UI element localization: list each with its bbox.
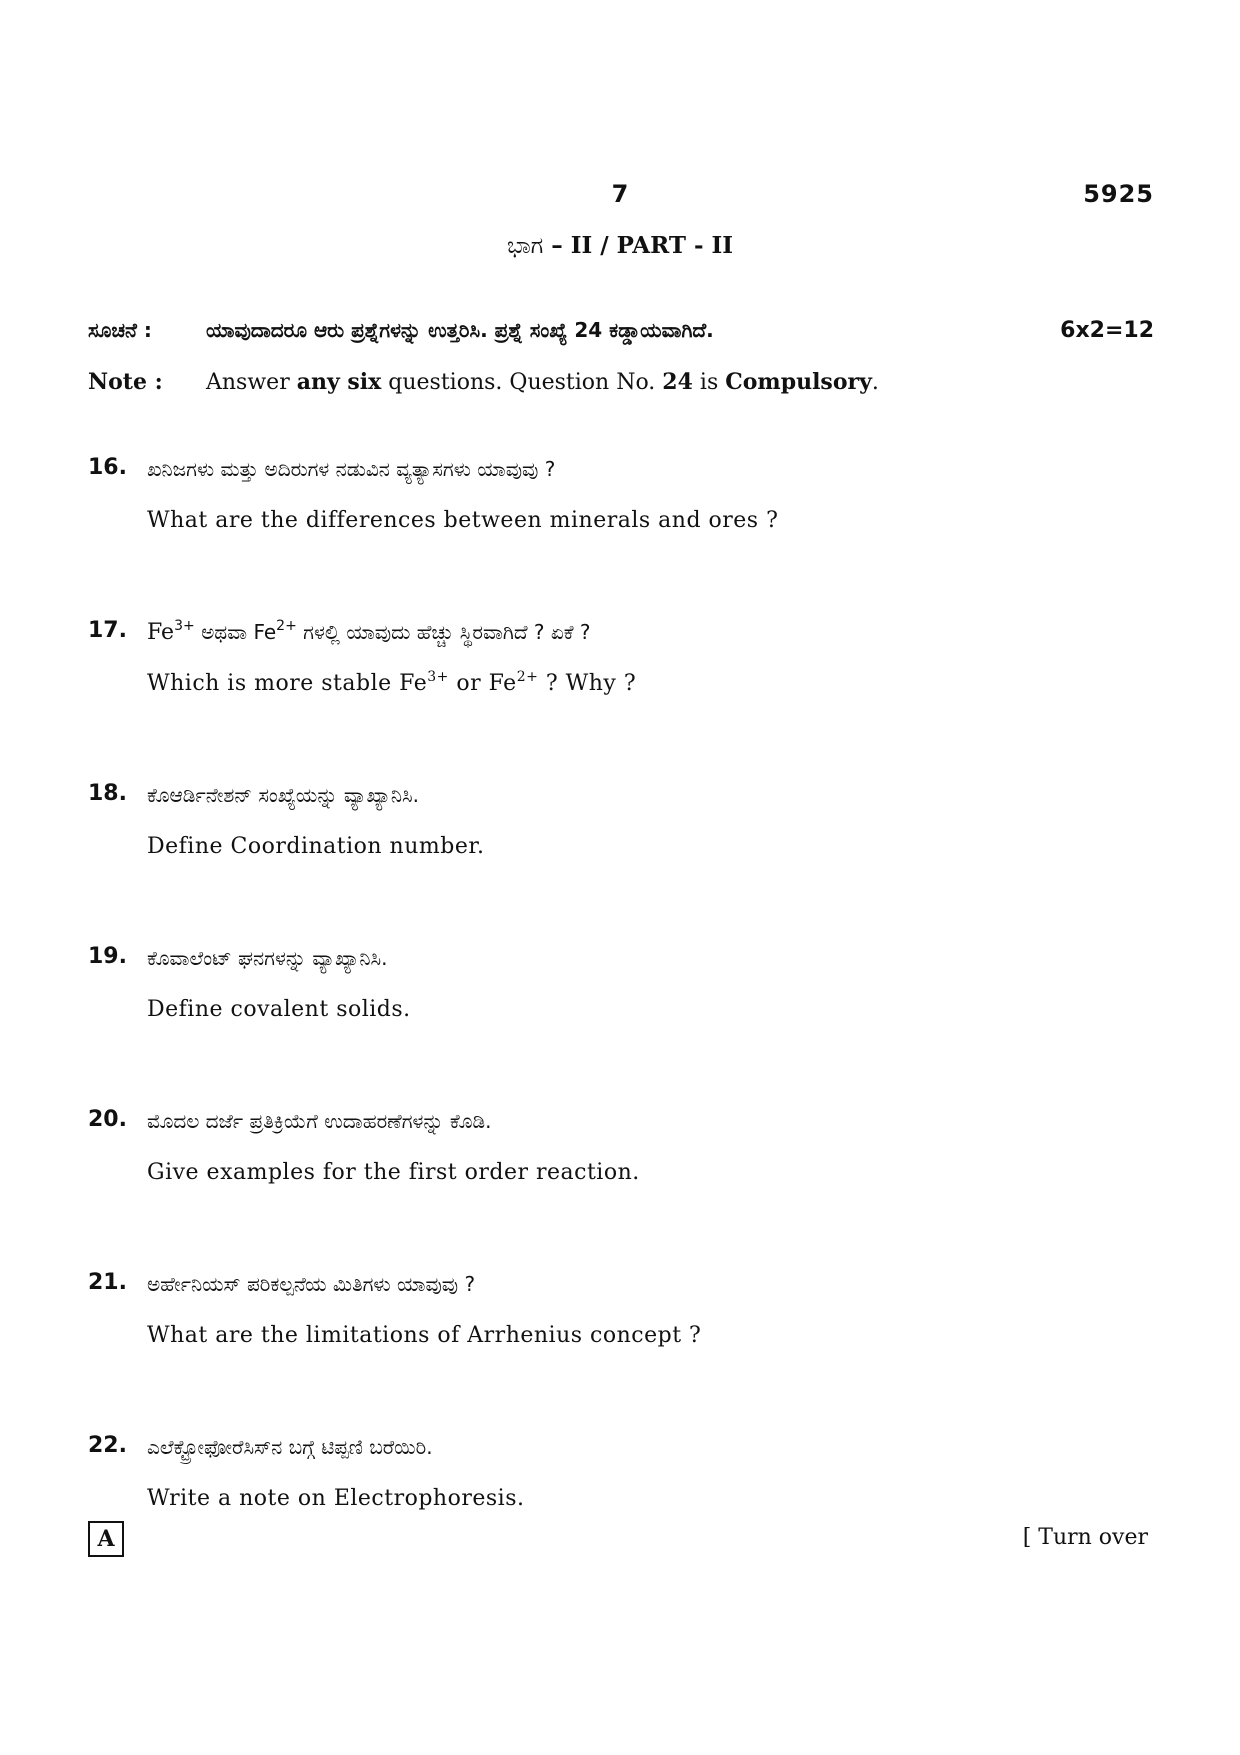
question-number: 22.	[88, 1433, 127, 1458]
instruction-english-text	[206, 369, 879, 395]
instruction-kannada-text: ಯಾವುದಾದರೂ ಆರು ಪ್ರಶ್ನೆಗಳನ್ನು ಉತ್ತರಿಸಿ. ಪ್ರಶ್ನೆ ಸಂಖ್ಯೆ 24 ಕಡ್ಡಾಯವಾಗಿದೆ.	[206, 318, 714, 342]
formula-fe: Fe	[147, 620, 175, 645]
note-text-part: questions. Question No.	[381, 370, 663, 395]
part-heading-english: – II / PART - II	[551, 232, 734, 259]
question-number: 21.	[88, 1270, 127, 1295]
question-text-kannada: ಮೊದಲ ದರ್ಜೆ ಪ್ರತಿಕ್ರಿಯೆಗೆ ಉದಾಹರಣೆಗಳನ್ನು ಕೊಡಿ.	[147, 1109, 492, 1133]
question-text-english: Write a note on Electrophoresis.	[147, 1486, 525, 1511]
page-number: 7	[611, 180, 629, 208]
text-part: ಅಥವಾ Fe	[194, 620, 277, 644]
part-heading-kannada: ಭಾಗ	[506, 233, 544, 259]
question-text-english	[147, 671, 636, 696]
note-text-part: is	[692, 370, 726, 395]
note-text-part: Answer	[206, 370, 297, 395]
question-text-kannada: ಕೊವಾಲೆಂಟ್ ಘನಗಳನ್ನು ವ್ಯಾಖ್ಯಾನಿಸಿ.	[147, 946, 388, 970]
note-bold-part: 24	[662, 369, 693, 395]
question-text-english: Define covalent solids.	[147, 997, 411, 1022]
question-text-kannada: ಕೊಆರ್ಡಿನೇಶನ್ ಸಂಖ್ಯೆಯನ್ನು ವ್ಯಾಖ್ಯಾನಿಸಿ.	[147, 783, 420, 807]
note-text-part: .	[871, 370, 879, 395]
question-number: 20.	[88, 1107, 127, 1132]
question-text-english: What are the differences between minerals and ores ?	[147, 508, 779, 533]
text-part: Which is more stable Fe	[147, 671, 428, 696]
question-number: 19.	[88, 944, 127, 969]
charge-superscript: 3+	[427, 669, 449, 685]
question-text-kannada: ಖನಿಜಗಳು ಮತ್ತು ಅದಿರುಗಳ ನಡುವಿನ ವ್ಯತ್ಯಾಸಗಳು ಯಾವುವು ?	[147, 457, 556, 481]
part-heading	[0, 232, 1240, 259]
question-number: 18.	[88, 781, 127, 806]
text-part: ಗಳಲ್ಲಿ ಯಾವುದು ಹೆಚ್ಚು ಸ್ಥಿರವಾಗಿದೆ ? ಏಕೆ ?	[296, 620, 591, 644]
instruction-english-label: Note :	[88, 369, 163, 395]
question-number: 16.	[88, 455, 127, 480]
question-text-english: Define Coordination number.	[147, 834, 485, 859]
charge-superscript: 3+	[174, 618, 195, 634]
note-bold-part: Compulsory	[725, 369, 872, 395]
note-bold-part: any six	[296, 369, 382, 395]
question-number: 17.	[88, 618, 127, 643]
version-box: A	[88, 1521, 124, 1557]
question-text-english: Give examples for the first order reaction.	[147, 1160, 640, 1185]
question-text-kannada: ಎಲೆಕ್ಟ್ರೋಫೋರೆಸಿಸ್‌ನ ಬಗ್ಗೆ ಟಿಪ್ಪಣಿ ಬರೆಯಿರಿ.	[147, 1435, 433, 1459]
text-part: or Fe	[448, 671, 517, 696]
turn-over-label: [ Turn over	[1022, 1525, 1148, 1550]
question-text-english: What are the limitations of Arrhenius concept ?	[147, 1323, 702, 1348]
question-text-kannada	[147, 620, 591, 645]
text-part: ? Why ?	[538, 671, 637, 696]
charge-superscript: 2+	[516, 669, 539, 685]
marks-allocation: 6x2=12	[1060, 318, 1154, 343]
paper-code: 5925	[1083, 180, 1154, 208]
charge-superscript: 2+	[276, 618, 297, 634]
instruction-kannada-label: ಸೂಚನೆ :	[88, 318, 152, 342]
question-text-kannada: ಅರ್ಹೇನಿಯಸ್ ಪರಿಕಲ್ಪನೆಯ ಮಿತಿಗಳು ಯಾವುವು ?	[147, 1272, 476, 1296]
